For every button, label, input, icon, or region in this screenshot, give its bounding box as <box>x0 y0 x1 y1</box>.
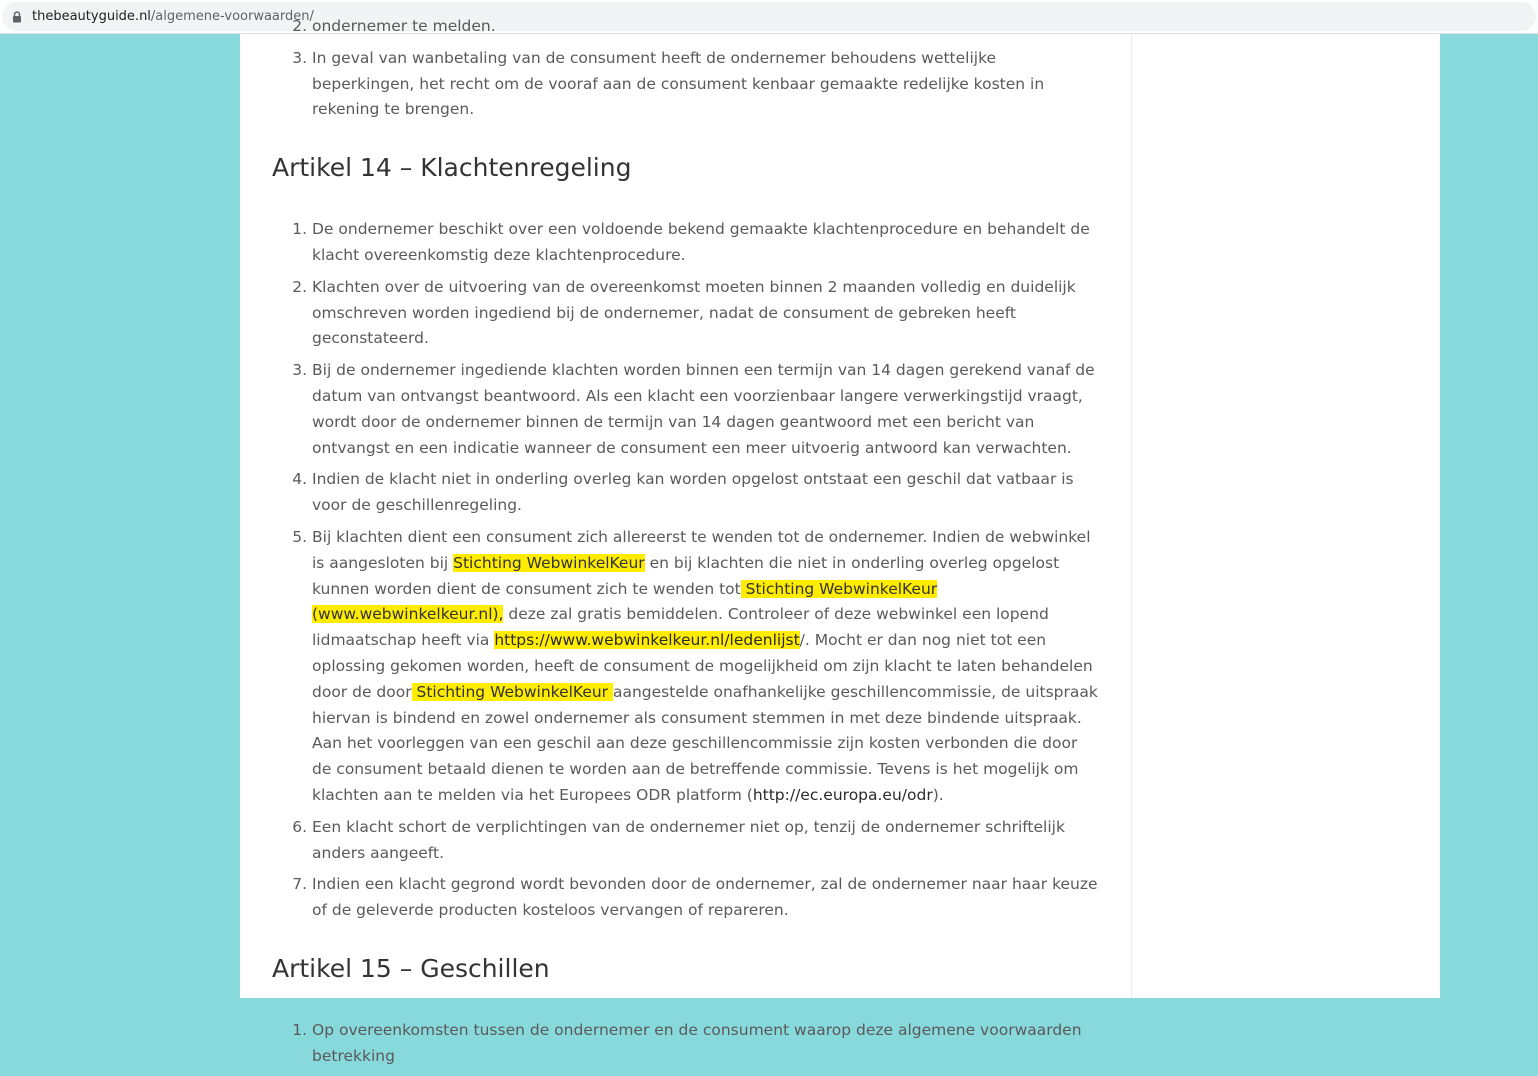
list-item <box>312 217 1100 269</box>
list-item <box>312 46 1100 123</box>
article-14-list <box>272 217 1100 924</box>
list-item-text: Een klacht schort de verplichtingen van de ondernemer niet op, tenzij de ondernemer schriftelijk anders aangeeft. <box>312 817 1065 862</box>
highlighted-text: Stichting WebwinkelKeur <box>411 682 613 701</box>
highlighted-text: Stichting WebwinkelKeur (www.webwinkelkeur.nl), <box>312 579 938 624</box>
text-segment: aangestelde onafhankelijke geschillencommissie, de uitspraak hiervan is bindend en zowel ondernemer als consument stemmen in met deze bindende uitspraak. Aan het voorleggen van een geschil aan deze geschillencommissie zijn kosten verbonden die door de consument betaald dienen te worden aan de betreffende commissie. Tevens is het mogelijk om klachten aan te melden via het Europees ODR platform ( <box>312 682 1098 804</box>
text-segment: Bij klachten dient een consument zich allereerst te wenden tot de ondernemer. Indien de webwinkel is aangesloten bij <box>312 527 1091 572</box>
list-item <box>312 815 1100 867</box>
page-content <box>240 17 1440 1065</box>
text-segment: /. Mocht er dan nog niet tot een oplossing gekomen worden, heeft de consument de mogelijkheid om zijn klacht te laten behandelen door de door <box>312 631 1093 701</box>
list-item-text: Bij de ondernemer ingediende klachten worden binnen een termijn van 14 dagen gerekend vanaf de datum van ontvangst beantwoord. Als een klacht een voorzienbaar langere verwerkingstijd vraagt, wordt door de ondernemer binnen de termijn van 14 dagen geantwoord met een bericht van ontvangst en een indicatie wanneer de consument een meer uitvoerig antwoord kan verwachten. <box>312 361 1095 457</box>
heading-artikel-15: Artikel 15 – Geschillen <box>272 953 550 983</box>
list-item <box>312 525 1100 809</box>
article-13-list <box>272 14 1100 123</box>
lock-icon <box>12 11 22 23</box>
list-item-text: De ondernemer beschikt over een voldoende bekend gemaakte klachtenprocedure en behandelt de klacht overeenkomstig deze klachtenprocedure. <box>312 220 1090 264</box>
list-item <box>312 14 1100 40</box>
text-segment: en bij klachten die niet in onderling overleg opgelost kunnen worden dient de consument zich te wenden tot <box>312 553 1060 598</box>
list-item-text: ondernemer te melden. <box>312 17 496 35</box>
list-item-text: Indien de klacht niet in onderling overleg kan worden opgelost ontstaat een geschil dat vatbaar is voor de geschillenregeling. <box>312 470 1074 515</box>
list-item <box>312 467 1100 519</box>
odr-platform-link[interactable]: http://ec.europa.eu/odr <box>752 785 933 804</box>
text-segment: ). <box>932 785 944 804</box>
article-15-list <box>272 1018 1100 1070</box>
heading-artikel-14: Artikel 14 – Klachtenregeling <box>272 153 632 183</box>
list-item <box>312 1018 1100 1070</box>
list-item <box>312 358 1100 461</box>
list-item-text: In geval van wanbetaling van de consument heeft de ondernemer behoudens wettelijke beperkingen, het recht om de vooraf aan de consument kenbaar gemaakte redelijke kosten in rekening te brengen. <box>312 48 1045 119</box>
url-domain: thebeautyguide.nl <box>32 9 151 24</box>
text-segment: deze zal gratis bemiddelen. Controleer of deze webwinkel een lopend lidmaatschap heeft via <box>312 605 1049 650</box>
article-body <box>272 14 1100 1076</box>
list-item-text: Op overeenkomsten tussen de ondernemer en de consument waarop deze algemene voorwaarden betrekking <box>312 1020 1082 1065</box>
list-item-text: Indien een klacht gegrond wordt bevonden door de ondernemer, zal de ondernemer naar haar keuze of de geleverde producten kosteloos vervangen of repareren. <box>312 875 1098 920</box>
list-item <box>312 275 1100 352</box>
url-path: /algemene-voorwaarden/ <box>150 9 314 24</box>
list-item <box>312 872 1100 924</box>
highlighted-text: Stichting WebwinkelKeur <box>453 553 645 572</box>
ledenlijst-link[interactable]: https://www.webwinkelkeur.nl/ledenlijst <box>494 631 800 650</box>
list-item-text: Klachten over de uitvoering van de overeenkomst moeten binnen 2 maanden volledig en duidelijk omschreven worden ingediend bij de ondernemer, nadat de consument de gebreken heeft geconstateerd. <box>312 277 1076 348</box>
sidebar-divider <box>1131 34 1132 998</box>
